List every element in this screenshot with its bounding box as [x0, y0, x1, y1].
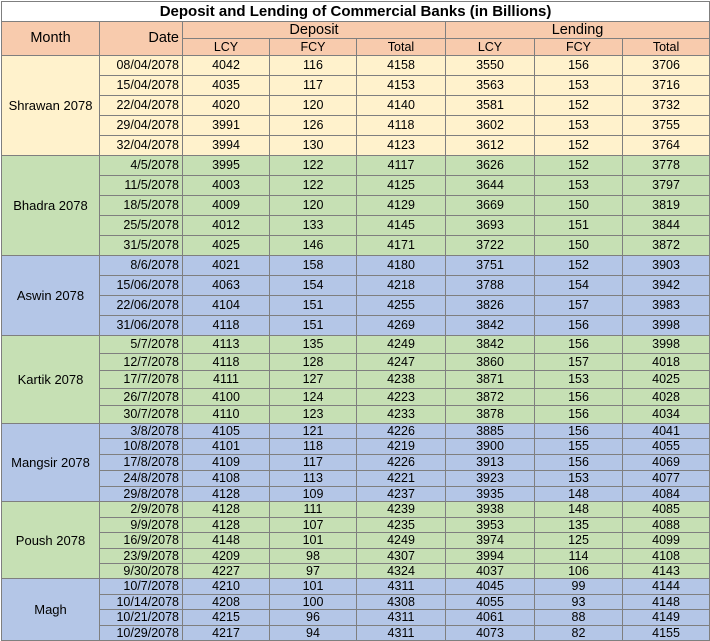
lending-total-cell: 4149 — [623, 610, 710, 626]
table-row — [2, 353, 710, 371]
lending-fcy-cell: 152 — [535, 96, 623, 116]
lending-lcy-cell: 3842 — [446, 336, 535, 354]
date-cell: 22/04/2078 — [100, 96, 183, 116]
lending-fcy-cell: 156 — [535, 56, 623, 76]
deposit-lcy-cell: 4108 — [183, 470, 270, 486]
deposit-fcy-cell: 120 — [270, 96, 357, 116]
lending-total-cell: 3732 — [623, 96, 710, 116]
lending-total-cell: 4099 — [623, 533, 710, 548]
deposit-fcy-cell: 128 — [270, 353, 357, 371]
deposit-lcy-cell: 4003 — [183, 176, 270, 196]
table-row — [2, 116, 710, 136]
deposit-total-cell: 4239 — [357, 502, 446, 517]
lending-lcy-cell: 3788 — [446, 276, 535, 296]
lending-total-cell: 3983 — [623, 296, 710, 316]
table-row — [2, 236, 710, 256]
table-row — [2, 439, 710, 455]
date-cell: 24/8/2078 — [100, 470, 183, 486]
month-cell: Poush 2078 — [2, 502, 100, 579]
deposit-fcy-cell: 151 — [270, 316, 357, 336]
deposit-total-cell: 4235 — [357, 517, 446, 532]
lending-total-cell: 4077 — [623, 470, 710, 486]
deposit-lcy-cell: 3994 — [183, 136, 270, 156]
date-cell: 10/8/2078 — [100, 439, 183, 455]
lending-fcy-cell: 154 — [535, 276, 623, 296]
lending-total-cell: 4155 — [623, 625, 710, 641]
table-row — [2, 486, 710, 502]
deposit-lcy-cell: 4035 — [183, 76, 270, 96]
deposit-fcy-cell: 98 — [270, 548, 357, 563]
table-row — [2, 470, 710, 486]
deposit-fcy-cell: 109 — [270, 486, 357, 502]
lending-fcy-cell: 135 — [535, 517, 623, 532]
deposit-fcy-cell: 146 — [270, 236, 357, 256]
deposit-total-cell: 4219 — [357, 439, 446, 455]
table-row — [2, 156, 710, 176]
date-cell: 30/7/2078 — [100, 406, 183, 424]
date-cell: 29/04/2078 — [100, 116, 183, 136]
deposit-total-cell: 4255 — [357, 296, 446, 316]
deposit-total-cell: 4145 — [357, 216, 446, 236]
table-row — [2, 276, 710, 296]
lending-fcy-cell: 99 — [535, 579, 623, 595]
table-row — [2, 533, 710, 548]
lending-total-cell: 3844 — [623, 216, 710, 236]
table-row — [2, 371, 710, 389]
deposit-lcy-header: LCY — [183, 39, 270, 56]
lending-total-cell: 3998 — [623, 336, 710, 354]
deposit-total-cell: 4249 — [357, 533, 446, 548]
bank-data-table — [1, 1, 710, 641]
lending-fcy-cell: 88 — [535, 610, 623, 626]
deposit-lcy-cell: 4104 — [183, 296, 270, 316]
deposit-fcy-cell: 116 — [270, 56, 357, 76]
lending-total-cell: 4041 — [623, 423, 710, 439]
date-cell: 3/8/2078 — [100, 423, 183, 439]
deposit-lcy-cell: 4012 — [183, 216, 270, 236]
date-cell: 2/9/2078 — [100, 502, 183, 517]
lending-total-cell: 3764 — [623, 136, 710, 156]
date-cell: 18/5/2078 — [100, 196, 183, 216]
lending-fcy-cell: 156 — [535, 455, 623, 471]
lending-total-cell: 4055 — [623, 439, 710, 455]
deposit-total-cell: 4311 — [357, 625, 446, 641]
deposit-total-cell: 4238 — [357, 371, 446, 389]
deposit-fcy-cell: 97 — [270, 564, 357, 579]
deposit-fcy-cell: 113 — [270, 470, 357, 486]
deposit-lcy-cell: 4209 — [183, 548, 270, 563]
lending-total-cell: 4018 — [623, 353, 710, 371]
deposit-fcy-cell: 135 — [270, 336, 357, 354]
deposit-total-cell: 4118 — [357, 116, 446, 136]
lending-fcy-cell: 156 — [535, 406, 623, 424]
deposit-total-cell: 4233 — [357, 406, 446, 424]
deposit-total-cell: 4237 — [357, 486, 446, 502]
lending-total-cell: 4143 — [623, 564, 710, 579]
deposit-header: Deposit — [183, 22, 446, 39]
lending-lcy-cell: 3722 — [446, 236, 535, 256]
lending-lcy-cell: 3938 — [446, 502, 535, 517]
lending-fcy-cell: 153 — [535, 116, 623, 136]
deposit-fcy-cell: 124 — [270, 388, 357, 406]
lending-total-cell: 4034 — [623, 406, 710, 424]
table-row — [2, 336, 710, 354]
deposit-fcy-cell: 130 — [270, 136, 357, 156]
lending-total-cell: 4028 — [623, 388, 710, 406]
deposit-total-cell: 4221 — [357, 470, 446, 486]
deposit-total-cell: 4249 — [357, 336, 446, 354]
table-row — [2, 296, 710, 316]
lending-lcy-cell: 4061 — [446, 610, 535, 626]
lending-fcy-cell: 151 — [535, 216, 623, 236]
lending-total-cell: 3706 — [623, 56, 710, 76]
deposit-lcy-cell: 4009 — [183, 196, 270, 216]
lending-lcy-cell: 3751 — [446, 256, 535, 276]
lending-fcy-cell: 153 — [535, 371, 623, 389]
lending-lcy-cell: 4073 — [446, 625, 535, 641]
lending-lcy-cell: 3626 — [446, 156, 535, 176]
table-row — [2, 76, 710, 96]
table-body — [2, 56, 710, 641]
month-cell: Kartik 2078 — [2, 336, 100, 424]
deposit-lcy-cell: 4148 — [183, 533, 270, 548]
lending-lcy-cell: 3871 — [446, 371, 535, 389]
deposit-fcy-cell: 118 — [270, 439, 357, 455]
deposit-fcy-cell: 133 — [270, 216, 357, 236]
lending-total-cell: 4069 — [623, 455, 710, 471]
lending-fcy-cell: 152 — [535, 156, 623, 176]
lending-lcy-cell: 4045 — [446, 579, 535, 595]
lending-lcy-cell: 3860 — [446, 353, 535, 371]
month-cell: Magh — [2, 579, 100, 641]
deposit-total-cell: 4125 — [357, 176, 446, 196]
deposit-total-cell: 4140 — [357, 96, 446, 116]
date-cell: 4/5/2078 — [100, 156, 183, 176]
month-cell: Mangsir 2078 — [2, 423, 100, 502]
lending-fcy-cell: 156 — [535, 423, 623, 439]
lending-total-cell: 4144 — [623, 579, 710, 595]
table-row — [2, 579, 710, 595]
lending-lcy-cell: 3550 — [446, 56, 535, 76]
deposit-total-cell: 4218 — [357, 276, 446, 296]
deposit-lcy-cell: 4109 — [183, 455, 270, 471]
date-cell: 16/9/2078 — [100, 533, 183, 548]
table-row — [2, 56, 710, 76]
lending-total-cell: 3872 — [623, 236, 710, 256]
deposit-fcy-cell: 107 — [270, 517, 357, 532]
lending-total-cell: 3903 — [623, 256, 710, 276]
lending-total-cell: 3942 — [623, 276, 710, 296]
table-row — [2, 455, 710, 471]
lending-lcy-cell: 4055 — [446, 594, 535, 610]
lending-lcy-cell: 3872 — [446, 388, 535, 406]
date-cell: 10/21/2078 — [100, 610, 183, 626]
deposit-lcy-cell: 4105 — [183, 423, 270, 439]
lending-total-cell: 3998 — [623, 316, 710, 336]
date-cell: 32/04/2078 — [100, 136, 183, 156]
table-row — [2, 517, 710, 532]
table-row — [2, 316, 710, 336]
deposit-lcy-cell: 4128 — [183, 517, 270, 532]
table-row — [2, 136, 710, 156]
lending-fcy-cell: 152 — [535, 136, 623, 156]
date-cell: 22/06/2078 — [100, 296, 183, 316]
date-cell: 9/30/2078 — [100, 564, 183, 579]
table-row — [2, 216, 710, 236]
lending-fcy-cell: 153 — [535, 76, 623, 96]
date-cell: 26/7/2078 — [100, 388, 183, 406]
table-row — [2, 176, 710, 196]
month-header: Month — [2, 22, 100, 56]
deposit-lcy-cell: 4021 — [183, 256, 270, 276]
deposit-lcy-cell: 4118 — [183, 353, 270, 371]
lending-lcy-cell: 3974 — [446, 533, 535, 548]
deposit-fcy-cell: 122 — [270, 176, 357, 196]
date-cell: 08/04/2078 — [100, 56, 183, 76]
deposit-total-cell: 4247 — [357, 353, 446, 371]
deposit-lcy-cell: 4110 — [183, 406, 270, 424]
date-cell: 25/5/2078 — [100, 216, 183, 236]
lending-lcy-cell: 3693 — [446, 216, 535, 236]
date-cell: 12/7/2078 — [100, 353, 183, 371]
lending-fcy-cell: 156 — [535, 316, 623, 336]
lending-lcy-cell: 3878 — [446, 406, 535, 424]
deposit-lcy-cell: 4020 — [183, 96, 270, 116]
deposit-total-cell: 4117 — [357, 156, 446, 176]
deposit-fcy-cell: 123 — [270, 406, 357, 424]
deposit-lcy-cell: 3991 — [183, 116, 270, 136]
lending-fcy-cell: 82 — [535, 625, 623, 641]
date-cell: 17/8/2078 — [100, 455, 183, 471]
table-row — [2, 548, 710, 563]
date-cell: 31/5/2078 — [100, 236, 183, 256]
deposit-fcy-cell: 111 — [270, 502, 357, 517]
lending-fcy-cell: 114 — [535, 548, 623, 563]
deposit-lcy-cell: 4128 — [183, 486, 270, 502]
lending-total-cell: 3755 — [623, 116, 710, 136]
lending-fcy-cell: 157 — [535, 353, 623, 371]
deposit-total-cell: 4311 — [357, 579, 446, 595]
deposit-fcy-cell: 101 — [270, 533, 357, 548]
deposit-fcy-cell: 117 — [270, 76, 357, 96]
deposit-fcy-cell: 120 — [270, 196, 357, 216]
deposit-lcy-cell: 4063 — [183, 276, 270, 296]
lending-total-header: Total — [623, 39, 710, 56]
deposit-fcy-cell: 121 — [270, 423, 357, 439]
lending-total-cell: 3797 — [623, 176, 710, 196]
deposit-fcy-cell: 96 — [270, 610, 357, 626]
table-row — [2, 406, 710, 424]
lending-fcy-cell: 106 — [535, 564, 623, 579]
table-row — [2, 256, 710, 276]
lending-fcy-cell: 156 — [535, 336, 623, 354]
deposit-fcy-cell: 126 — [270, 116, 357, 136]
lending-lcy-cell: 3581 — [446, 96, 535, 116]
table-row — [2, 564, 710, 579]
table-row — [2, 423, 710, 439]
deposit-lcy-cell: 4217 — [183, 625, 270, 641]
lending-total-cell: 3778 — [623, 156, 710, 176]
table-row — [2, 196, 710, 216]
lending-lcy-cell: 4037 — [446, 564, 535, 579]
deposit-fcy-cell: 151 — [270, 296, 357, 316]
date-cell: 17/7/2078 — [100, 371, 183, 389]
lending-fcy-cell: 93 — [535, 594, 623, 610]
lending-lcy-cell: 3826 — [446, 296, 535, 316]
lending-total-cell: 3819 — [623, 196, 710, 216]
date-cell: 10/29/2078 — [100, 625, 183, 641]
date-cell: 31/06/2078 — [100, 316, 183, 336]
date-cell: 29/8/2078 — [100, 486, 183, 502]
deposit-lcy-cell: 4111 — [183, 371, 270, 389]
deposit-fcy-cell: 100 — [270, 594, 357, 610]
lending-lcy-cell: 3644 — [446, 176, 535, 196]
deposit-lcy-cell: 4101 — [183, 439, 270, 455]
table-row — [2, 594, 710, 610]
deposit-total-cell: 4324 — [357, 564, 446, 579]
deposit-fcy-cell: 127 — [270, 371, 357, 389]
deposit-total-cell: 4223 — [357, 388, 446, 406]
lending-total-cell: 4085 — [623, 502, 710, 517]
table-title: Deposit and Lending of Commercial Banks (in Billions) — [2, 2, 710, 22]
lending-lcy-cell: 3612 — [446, 136, 535, 156]
deposit-total-cell: 4226 — [357, 455, 446, 471]
lending-lcy-cell: 3994 — [446, 548, 535, 563]
deposit-total-cell: 4311 — [357, 610, 446, 626]
month-cell: Bhadra 2078 — [2, 156, 100, 256]
lending-fcy-cell: 148 — [535, 502, 623, 517]
deposit-total-cell: 4269 — [357, 316, 446, 336]
table-row — [2, 610, 710, 626]
deposit-fcy-cell: 101 — [270, 579, 357, 595]
date-cell: 5/7/2078 — [100, 336, 183, 354]
deposit-total-cell: 4129 — [357, 196, 446, 216]
deposit-total-cell: 4180 — [357, 256, 446, 276]
lending-total-cell: 4025 — [623, 371, 710, 389]
deposit-lcy-cell: 4227 — [183, 564, 270, 579]
lending-fcy-cell: 153 — [535, 176, 623, 196]
lending-fcy-cell: 156 — [535, 388, 623, 406]
deposit-fcy-cell: 122 — [270, 156, 357, 176]
date-cell: 15/06/2078 — [100, 276, 183, 296]
deposit-total-cell: 4308 — [357, 594, 446, 610]
deposit-lcy-cell: 4025 — [183, 236, 270, 256]
deposit-total-header: Total — [357, 39, 446, 56]
lending-fcy-cell: 125 — [535, 533, 623, 548]
month-cell: Shrawan 2078 — [2, 56, 100, 156]
date-cell: 10/14/2078 — [100, 594, 183, 610]
lending-header: Lending — [446, 22, 710, 39]
lending-fcy-cell: 152 — [535, 256, 623, 276]
deposit-lcy-cell: 4100 — [183, 388, 270, 406]
lending-lcy-cell: 3602 — [446, 116, 535, 136]
deposit-lcy-cell: 4210 — [183, 579, 270, 595]
lending-total-cell: 4108 — [623, 548, 710, 563]
lending-lcy-cell: 3913 — [446, 455, 535, 471]
deposit-total-cell: 4226 — [357, 423, 446, 439]
lending-fcy-cell: 155 — [535, 439, 623, 455]
lending-lcy-cell: 3935 — [446, 486, 535, 502]
lending-fcy-cell: 150 — [535, 236, 623, 256]
deposit-fcy-header: FCY — [270, 39, 357, 56]
lending-total-cell: 3716 — [623, 76, 710, 96]
deposit-lcy-cell: 4128 — [183, 502, 270, 517]
lending-fcy-header: FCY — [535, 39, 623, 56]
table-row — [2, 96, 710, 116]
lending-total-cell: 4084 — [623, 486, 710, 502]
date-header: Date — [100, 22, 183, 56]
lending-total-cell: 4088 — [623, 517, 710, 532]
deposit-fcy-cell: 94 — [270, 625, 357, 641]
lending-lcy-header: LCY — [446, 39, 535, 56]
deposit-lcy-cell: 4215 — [183, 610, 270, 626]
lending-fcy-cell: 148 — [535, 486, 623, 502]
lending-lcy-cell: 3563 — [446, 76, 535, 96]
deposit-lcy-cell: 4113 — [183, 336, 270, 354]
deposit-total-cell: 4158 — [357, 56, 446, 76]
lending-lcy-cell: 3923 — [446, 470, 535, 486]
lending-fcy-cell: 157 — [535, 296, 623, 316]
deposit-lcy-cell: 4118 — [183, 316, 270, 336]
deposit-lcy-cell: 4042 — [183, 56, 270, 76]
lending-lcy-cell: 3900 — [446, 439, 535, 455]
date-cell: 15/04/2078 — [100, 76, 183, 96]
deposit-total-cell: 4123 — [357, 136, 446, 156]
date-cell: 23/9/2078 — [100, 548, 183, 563]
deposit-total-cell: 4171 — [357, 236, 446, 256]
deposit-lcy-cell: 3995 — [183, 156, 270, 176]
month-cell: Aswin 2078 — [2, 256, 100, 336]
deposit-fcy-cell: 117 — [270, 455, 357, 471]
table-row — [2, 388, 710, 406]
lending-lcy-cell: 3669 — [446, 196, 535, 216]
date-cell: 9/9/2078 — [100, 517, 183, 532]
lending-lcy-cell: 3953 — [446, 517, 535, 532]
deposit-fcy-cell: 158 — [270, 256, 357, 276]
lending-total-cell: 4148 — [623, 594, 710, 610]
lending-lcy-cell: 3885 — [446, 423, 535, 439]
date-cell: 10/7/2078 — [100, 579, 183, 595]
date-cell: 11/5/2078 — [100, 176, 183, 196]
deposit-fcy-cell: 154 — [270, 276, 357, 296]
date-cell: 8/6/2078 — [100, 256, 183, 276]
table-row — [2, 502, 710, 517]
lending-fcy-cell: 150 — [535, 196, 623, 216]
deposit-total-cell: 4153 — [357, 76, 446, 96]
deposit-total-cell: 4307 — [357, 548, 446, 563]
lending-lcy-cell: 3842 — [446, 316, 535, 336]
deposit-lcy-cell: 4208 — [183, 594, 270, 610]
lending-fcy-cell: 153 — [535, 470, 623, 486]
